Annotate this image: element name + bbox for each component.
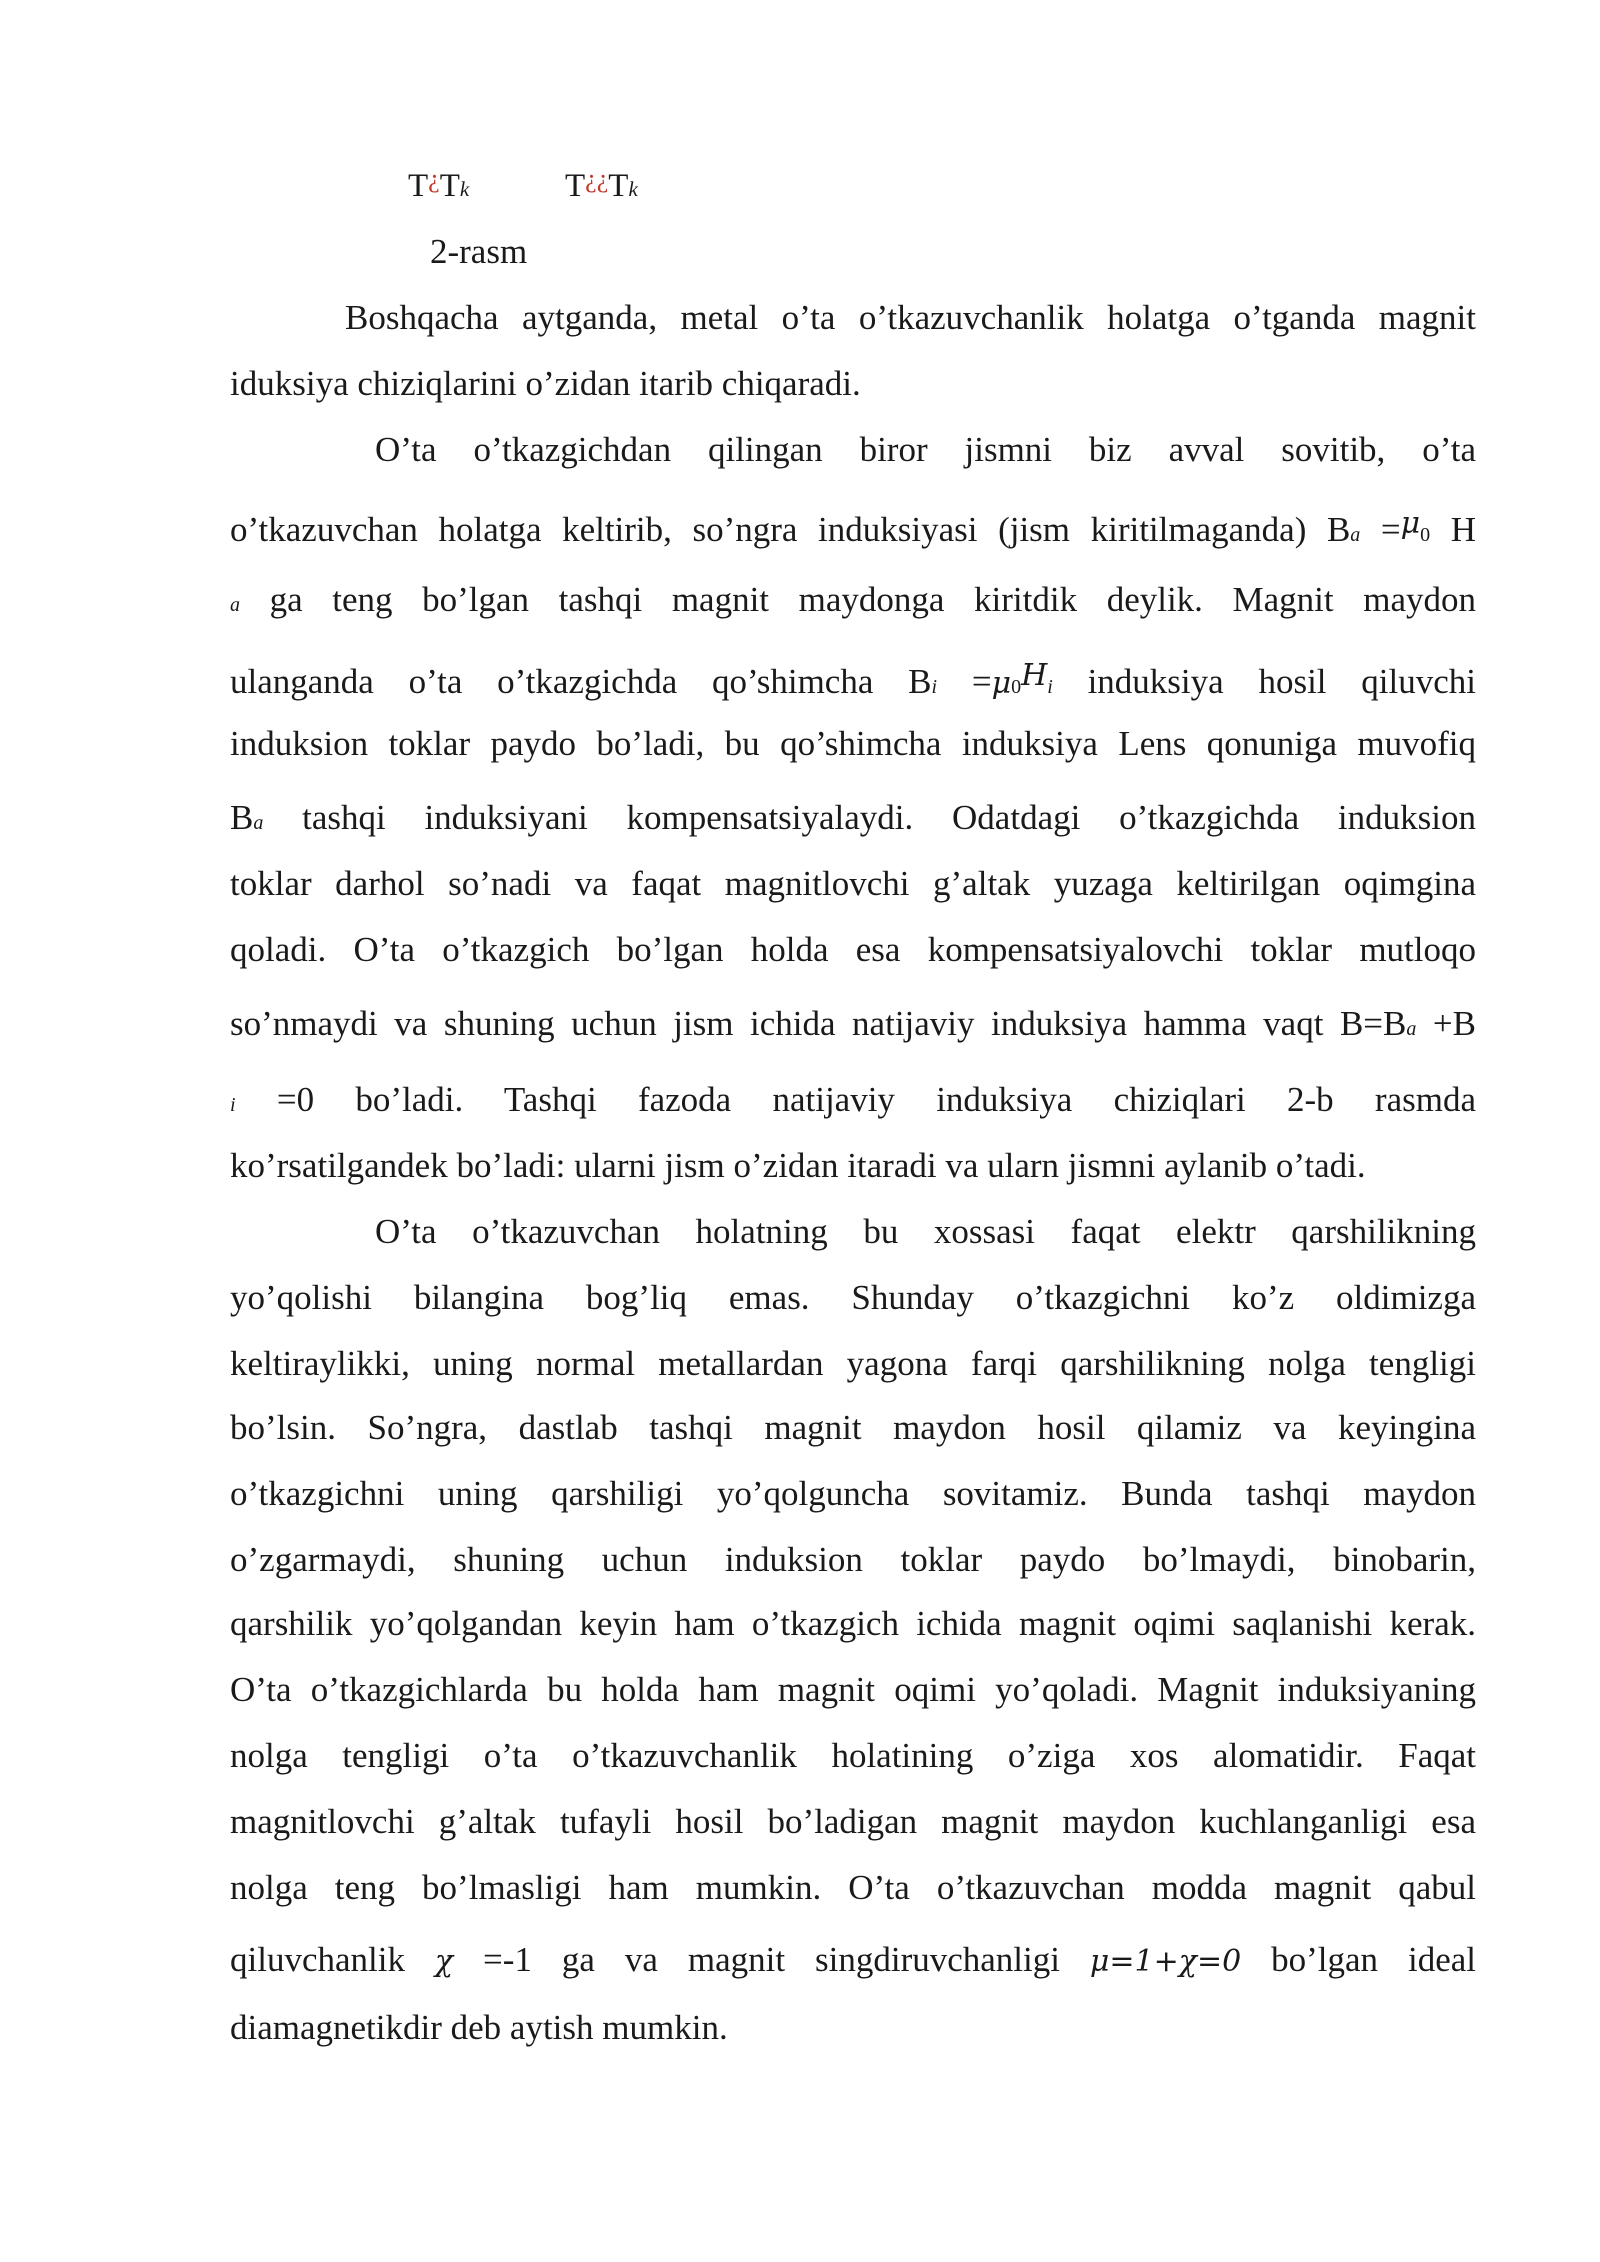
subscript: i [1047, 676, 1053, 698]
text-span: tashqi induksiyani kompensatsiyalaydi. Odatdagi o’tkazgichda induksion [263, 798, 1476, 837]
text-span: bo’lgan ideal [1241, 1940, 1477, 1979]
subscript: 0 [1011, 676, 1022, 698]
text-span: ga teng bo’lgan tashqi magnit maydonga kiritdik deylik. Magnit maydon [240, 580, 1476, 619]
text-line [230, 578, 1476, 627]
text-line: Boshqacha aytganda, metal o’ta o’tkazuvchanlik holatga o’tganda magnit [345, 298, 1476, 337]
text-line: bo’lsin. So’ngra, dastlab tashqi magnit maydon hosil qilamiz va keyingina [230, 1408, 1476, 1447]
text-line: o’tkazgichni uning qarshiligi yo’qolguncha sovitamiz. Bunda tashqi maydon [230, 1474, 1476, 1513]
text-line [230, 1938, 1476, 1984]
text-line: magnitlovchi g’altak tufayli hosil bo’ladigan magnit maydon kuchlanganligi esa [230, 1802, 1476, 1841]
formula-symbol: T [608, 168, 629, 204]
text-line: ko’rsatilgandek bo’ladi: ularni jism o’zidan itaradi va ularn jismni aylanib o’tadi. [230, 1146, 1366, 1185]
text-line: qoladi. O’ta o’tkazgich bo’lgan holda esa kompensatsiyalovchi toklar mutloqo [230, 930, 1476, 969]
text-span: +B [1416, 1004, 1476, 1043]
text-span: B [230, 798, 254, 837]
permeability-formula: μ=1+χ=0 [1089, 1944, 1242, 1979]
text-span: qiluvchanlik [230, 1940, 435, 1979]
formula-operator: ¿ [428, 164, 440, 193]
text-line [230, 1002, 1476, 1051]
h-symbol: H [1021, 658, 1048, 693]
text-line [230, 654, 1476, 709]
text-span: ulanganda o’ta o’tkazgichda qo’shimcha B [230, 662, 932, 701]
chi-symbol: χ [434, 1944, 454, 1979]
text-line: keltiraylikki, uning normal metallardan yagona farqi qarshilikning nolga tengligi [230, 1344, 1476, 1383]
subscript: 0 [1420, 524, 1431, 546]
text-span: induksiya hosil qiluvchi [1052, 662, 1476, 701]
subscript: a [253, 812, 264, 834]
formula-symbol: T [408, 168, 429, 204]
text-span: so’nmaydi va shuning uchun jism ichida natijaviy induksiya hamma vaqt B=B [230, 1004, 1407, 1043]
formula-subscript: k [459, 177, 470, 201]
subscript: a [1406, 1018, 1417, 1040]
subscript: a [230, 594, 240, 616]
text-line: iduksiya chiziqlarini o’zidan itarib chiqaradi. [230, 364, 861, 403]
text-span: = [1360, 510, 1401, 549]
formula-symbol: T [439, 168, 460, 204]
text-line: toklar darhol so’nadi va faqat magnitlovchi g’altak yuzaga keltirilgan oqimgina [230, 864, 1476, 903]
mu-symbol: μ [1400, 506, 1421, 541]
text-line [230, 796, 1476, 845]
text-line: diamagnetikdir deb aytish mumkin. [230, 2008, 728, 2047]
mu-symbol: μ [991, 666, 1012, 701]
text-line: yo’qolishi bilangina bog’liq emas. Shunday o’tkazgichni ko’z oldimizga [230, 1278, 1476, 1317]
text-line [230, 1078, 1476, 1127]
text-span: o’tkazuvchan holatga keltirib, so’ngra induksiyasi (jism kiritilmaganda) B [230, 510, 1351, 549]
formula-subscript: k [628, 177, 638, 201]
formula-symbol: T [565, 168, 586, 204]
subscript: i [931, 676, 938, 698]
text-span: H [1430, 510, 1476, 549]
figure-formula-right [565, 164, 638, 205]
figure-formula-left [408, 164, 469, 205]
text-line: O’ta o’tkazgichdan qilingan biror jismni biz avval sovitib, o’ta [375, 430, 1476, 469]
text-line: O’ta o’tkazgichlarda bu holda ham magnit oqimi yo’qoladi. Magnit induksiyaning [230, 1670, 1476, 1709]
text-span: =0 bo’ladi. Tashqi fazoda natijaviy induksiya chiziqlari 2-b rasmda [235, 1080, 1476, 1119]
subscript: a [1350, 524, 1361, 546]
subscript: i [230, 1094, 236, 1116]
text-line: nolga tengligi o’ta o’tkazuvchanlik holatining o’ziga xos alomatidir. Faqat [230, 1736, 1476, 1775]
text-line: O’ta o’tkazuvchan holatning bu xossasi faqat elektr qarshilikning [375, 1212, 1476, 1251]
text-line: o’zgarmaydi, shuning uchun induksion toklar paydo bo’lmaydi, binobarin, [230, 1540, 1476, 1579]
figure-caption: 2-rasm [430, 232, 528, 271]
text-line [230, 502, 1476, 557]
text-line: induksion toklar paydo bo’ladi, bu qo’shimcha induksiya Lens qonuniga muvofiq [230, 724, 1476, 763]
text-line: nolga teng bo’lmasligi ham mumkin. O’ta o’tkazuvchan modda magnit qabul [230, 1868, 1476, 1907]
text-span: = [937, 662, 992, 701]
formula-operator: ¿¿ [585, 164, 609, 193]
text-line: qarshilik yo’qolgandan keyin ham o’tkazgich ichida magnit oqimi saqlanishi kerak. [230, 1604, 1476, 1643]
text-span: =-1 ga va magnit singdiruvchanligi [453, 1940, 1090, 1979]
